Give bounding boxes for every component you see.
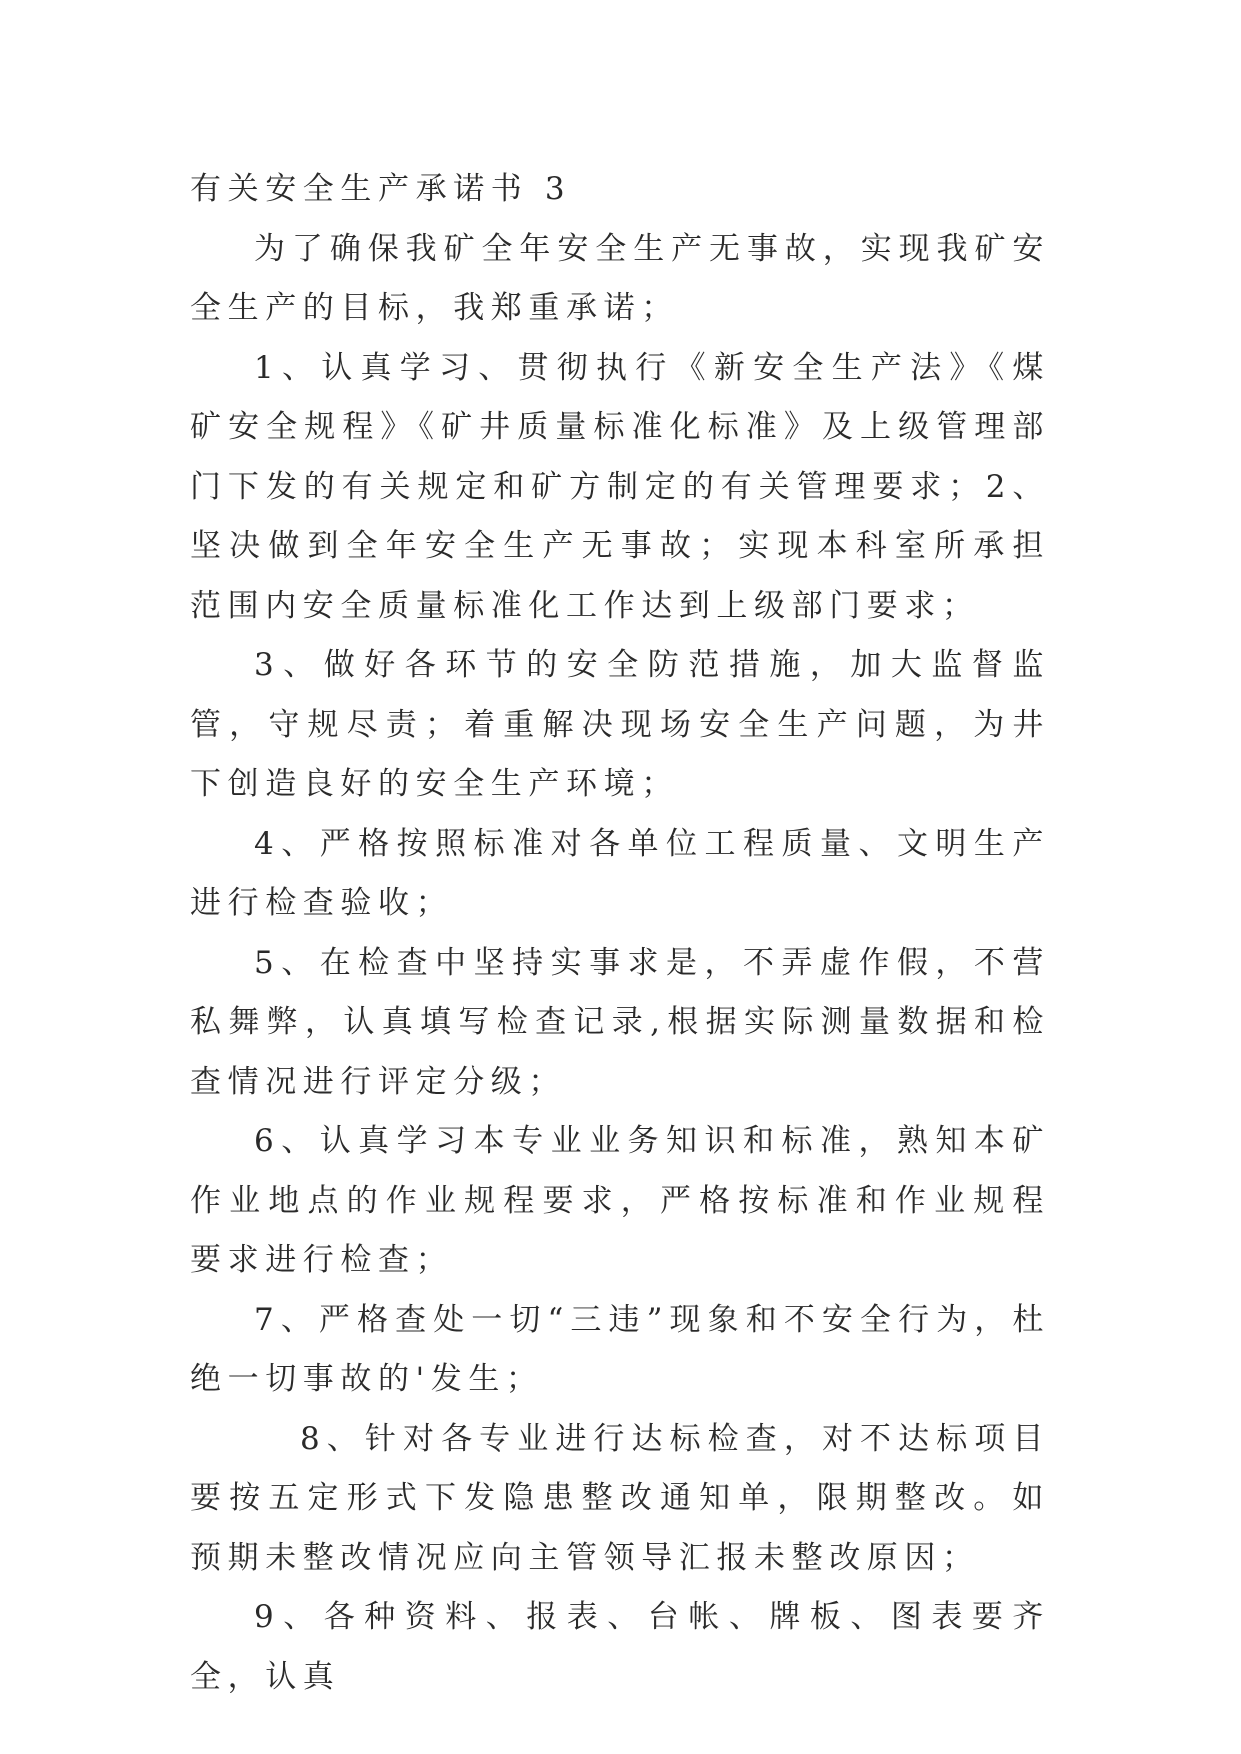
document-title: 有关安全生产承诺书 3 (190, 171, 572, 207)
paragraph-item-6: 6、认真学习本专业业务知识和标准，熟知本矿作业地点的作业规程要求，严格按标准和作业规程要求进行检查； (190, 1123, 1050, 1278)
paragraph-item-4: 4、严格按照标准对各单位工程质量、文明生产进行检查验收； (190, 825, 1050, 921)
document-body (190, 160, 1050, 1707)
paragraph-item-9: 9、各种资料、报表、台帐、牌板、图表要齐全，认真 (190, 1599, 1050, 1695)
paragraph-intro: 为了确保我矿全年安全生产无事故，实现我矿安全生产的目标，我郑重承诺； (190, 230, 1050, 326)
paragraph-item-5: 5、在检查中坚持实事求是，不弄虚作假，不营私舞弊，认真填写检查记录,根据实际测量数据和检查情况进行评定分级； (190, 944, 1050, 1100)
paragraph-item-8: 8、针对各专业进行达标检查，对不达标项目要按五定形式下发隐患整改通知单，限期整改。如预期未整改情况应向主管领导汇报未整改原因； (190, 1420, 1050, 1576)
paragraph-item-7: 7、严格查处一切“三违”现象和不安全行为，杜绝一切事故的'发生； (190, 1301, 1050, 1397)
paragraph-item-3: 3、做好各环节的安全防范措施，加大监督监管，守规尽责；着重解决现场安全生产问题，为井下创造良好的安全生产环境； (190, 647, 1050, 802)
paragraph-item-1-2: 1、认真学习、贯彻执行《新安全生产法》《煤矿安全规程》《矿井质量标准化标准》及上级管理部门下发的有关规定和矿方制定的有关管理要求；2、坚决做到全年安全生产无事故；实现本科室所承担范围内安全质量标准化工作达到上级部门要求； (190, 349, 1050, 624)
